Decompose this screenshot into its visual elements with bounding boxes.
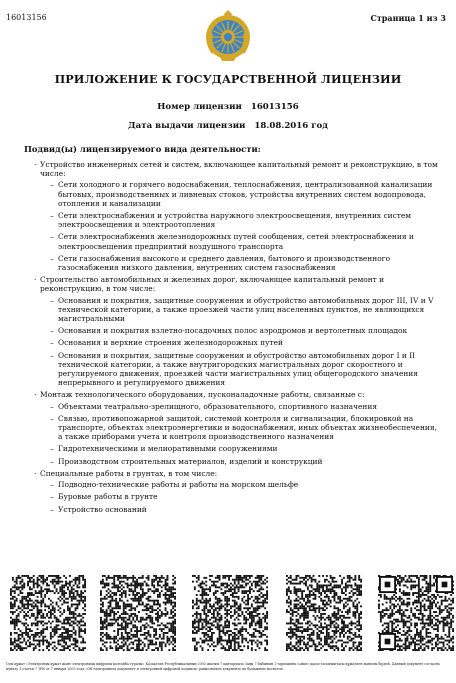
activity-category: · Специальные работы в грунтах, в том числе: — [34, 469, 442, 478]
activity-list — [34, 160, 442, 517]
activity-subtitle: Подвид(ы) лицензируемого вида деятельности: — [24, 144, 261, 154]
qr-code-icon — [100, 575, 176, 651]
qr-code-icon — [378, 575, 454, 651]
activity-category: · Монтаж технологического оборудования, пусконаладочные работы, связанные с: — [34, 390, 442, 399]
license-date-label: Дата выдачи лицензии — [128, 121, 246, 131]
license-number-label: Номер лицензии — [157, 102, 242, 112]
document-title: ПРИЛОЖЕНИЕ К ГОСУДАРСТВЕННОЙ ЛИЦЕНЗИИ — [54, 72, 402, 86]
activity-item: – Основания и покрытия, защитные сооружения и обустройство автомобильных дорог III, IV и V технической категории, а также проезжей части улиц населенных пунктов, не являющихся магистральными — [50, 296, 442, 324]
activity-item: – Буровые работы в грунте — [50, 492, 442, 501]
activity-category-items — [50, 402, 442, 466]
activity-item: – Основания и покрытия взлетно-посадочных полос аэродромов и вертолетных площадок — [50, 326, 442, 335]
activity-item: – Связью, противопожарной защитой, системой контроля и сигнализации, блокировкой на транспорте, объектах электроэнергетики и водоснабжения, иных объектах жизнеобеспечения, а также приборами учета и контроля производственного назначения — [50, 414, 442, 442]
activity-category-items — [50, 180, 442, 272]
activity-item: – Объектами театрально-зрелищного, образовательного, спортивного назначения — [50, 402, 442, 411]
activity-item: – Производством строительных материалов, изделий и конструкций — [50, 457, 442, 466]
license-number — [0, 102, 456, 112]
qr-code-icon — [192, 575, 268, 651]
activity-category: · Устройство инженерных сетей и систем, включающее капитальный ремонт и реконструкцию, в том числе: — [34, 160, 442, 178]
page-indicator: Страница 1 из 3 — [370, 13, 446, 23]
activity-item: – Сети электроснабжения и устройства наружного электроосвещения, внутренних систем электроосвещения и электроотопления — [50, 211, 442, 229]
activity-item: – Сети газоснабжения высокого и среднего давления, бытового и производственного газоснабжения низкого давления, внутренних систем газоснабжения — [50, 254, 442, 272]
activity-item: – Сети холодного и горячего водоснабжения, теплоснабжения, централизованной канализации бытовых, производственных и ливневых стоков, устройства внутренних систем водопровода, отопления и канализации — [50, 180, 442, 208]
activity-item: – Основания и покрытия, защитные сооружения и обустройство автомобильных дорог I и II технической категории, а также внутригородских магистральных дорог скоростного и регулируемого движения, проезжей части магистральных улиц общегородского значения непрерывного и регулируемого движения — [50, 351, 442, 388]
activity-item: – Гидротехническими и мелиоративными сооружениями — [50, 444, 442, 453]
activity-item: – Сети электроснабжения железнодорожных путей сообщения, сетей электроснабжения и электроосвещения предприятий воздушного транспорта — [50, 232, 442, 250]
document-id: 16013156 — [6, 13, 47, 22]
kazakhstan-emblem-icon — [202, 10, 254, 62]
activity-category: · Строительство автомобильных и железных дорог, включающее капитальный ремонт и реконструкцию, в том числе: — [34, 275, 442, 293]
license-number-value: 16013156 — [250, 102, 299, 112]
license-date-value: 18.08.2016 год — [254, 121, 328, 131]
activity-item: – Основания и верхние строения железнодорожных путей — [50, 338, 442, 347]
license-date — [0, 121, 456, 131]
footer-legal-text: Осы құжат «Электронды құжат және электрондық цифрлық қолтаңба туралы» Қазақстан Республикасының 2003 жылғы 7 қаңтардағы Заңы 7 бабының 1 тармағына сәйкес қағаз тасығыштағы құжатпен маңызы бірдей. Данный документ согласно пункту 1 статьи 7 ЗРК от 7 января 2003 года «Об электронном документе и электронной цифровой подписи» равнозначен документу на бумажном носителе. — [6, 662, 440, 671]
activity-item: – Устройство оснований — [50, 505, 442, 514]
qr-code-icon — [286, 575, 362, 651]
qr-code-icon — [10, 575, 86, 651]
activity-item: – Подводно-технические работы и работы на морском шельфе — [50, 480, 442, 489]
activity-category-items — [50, 296, 442, 388]
activity-category-items — [50, 480, 442, 514]
